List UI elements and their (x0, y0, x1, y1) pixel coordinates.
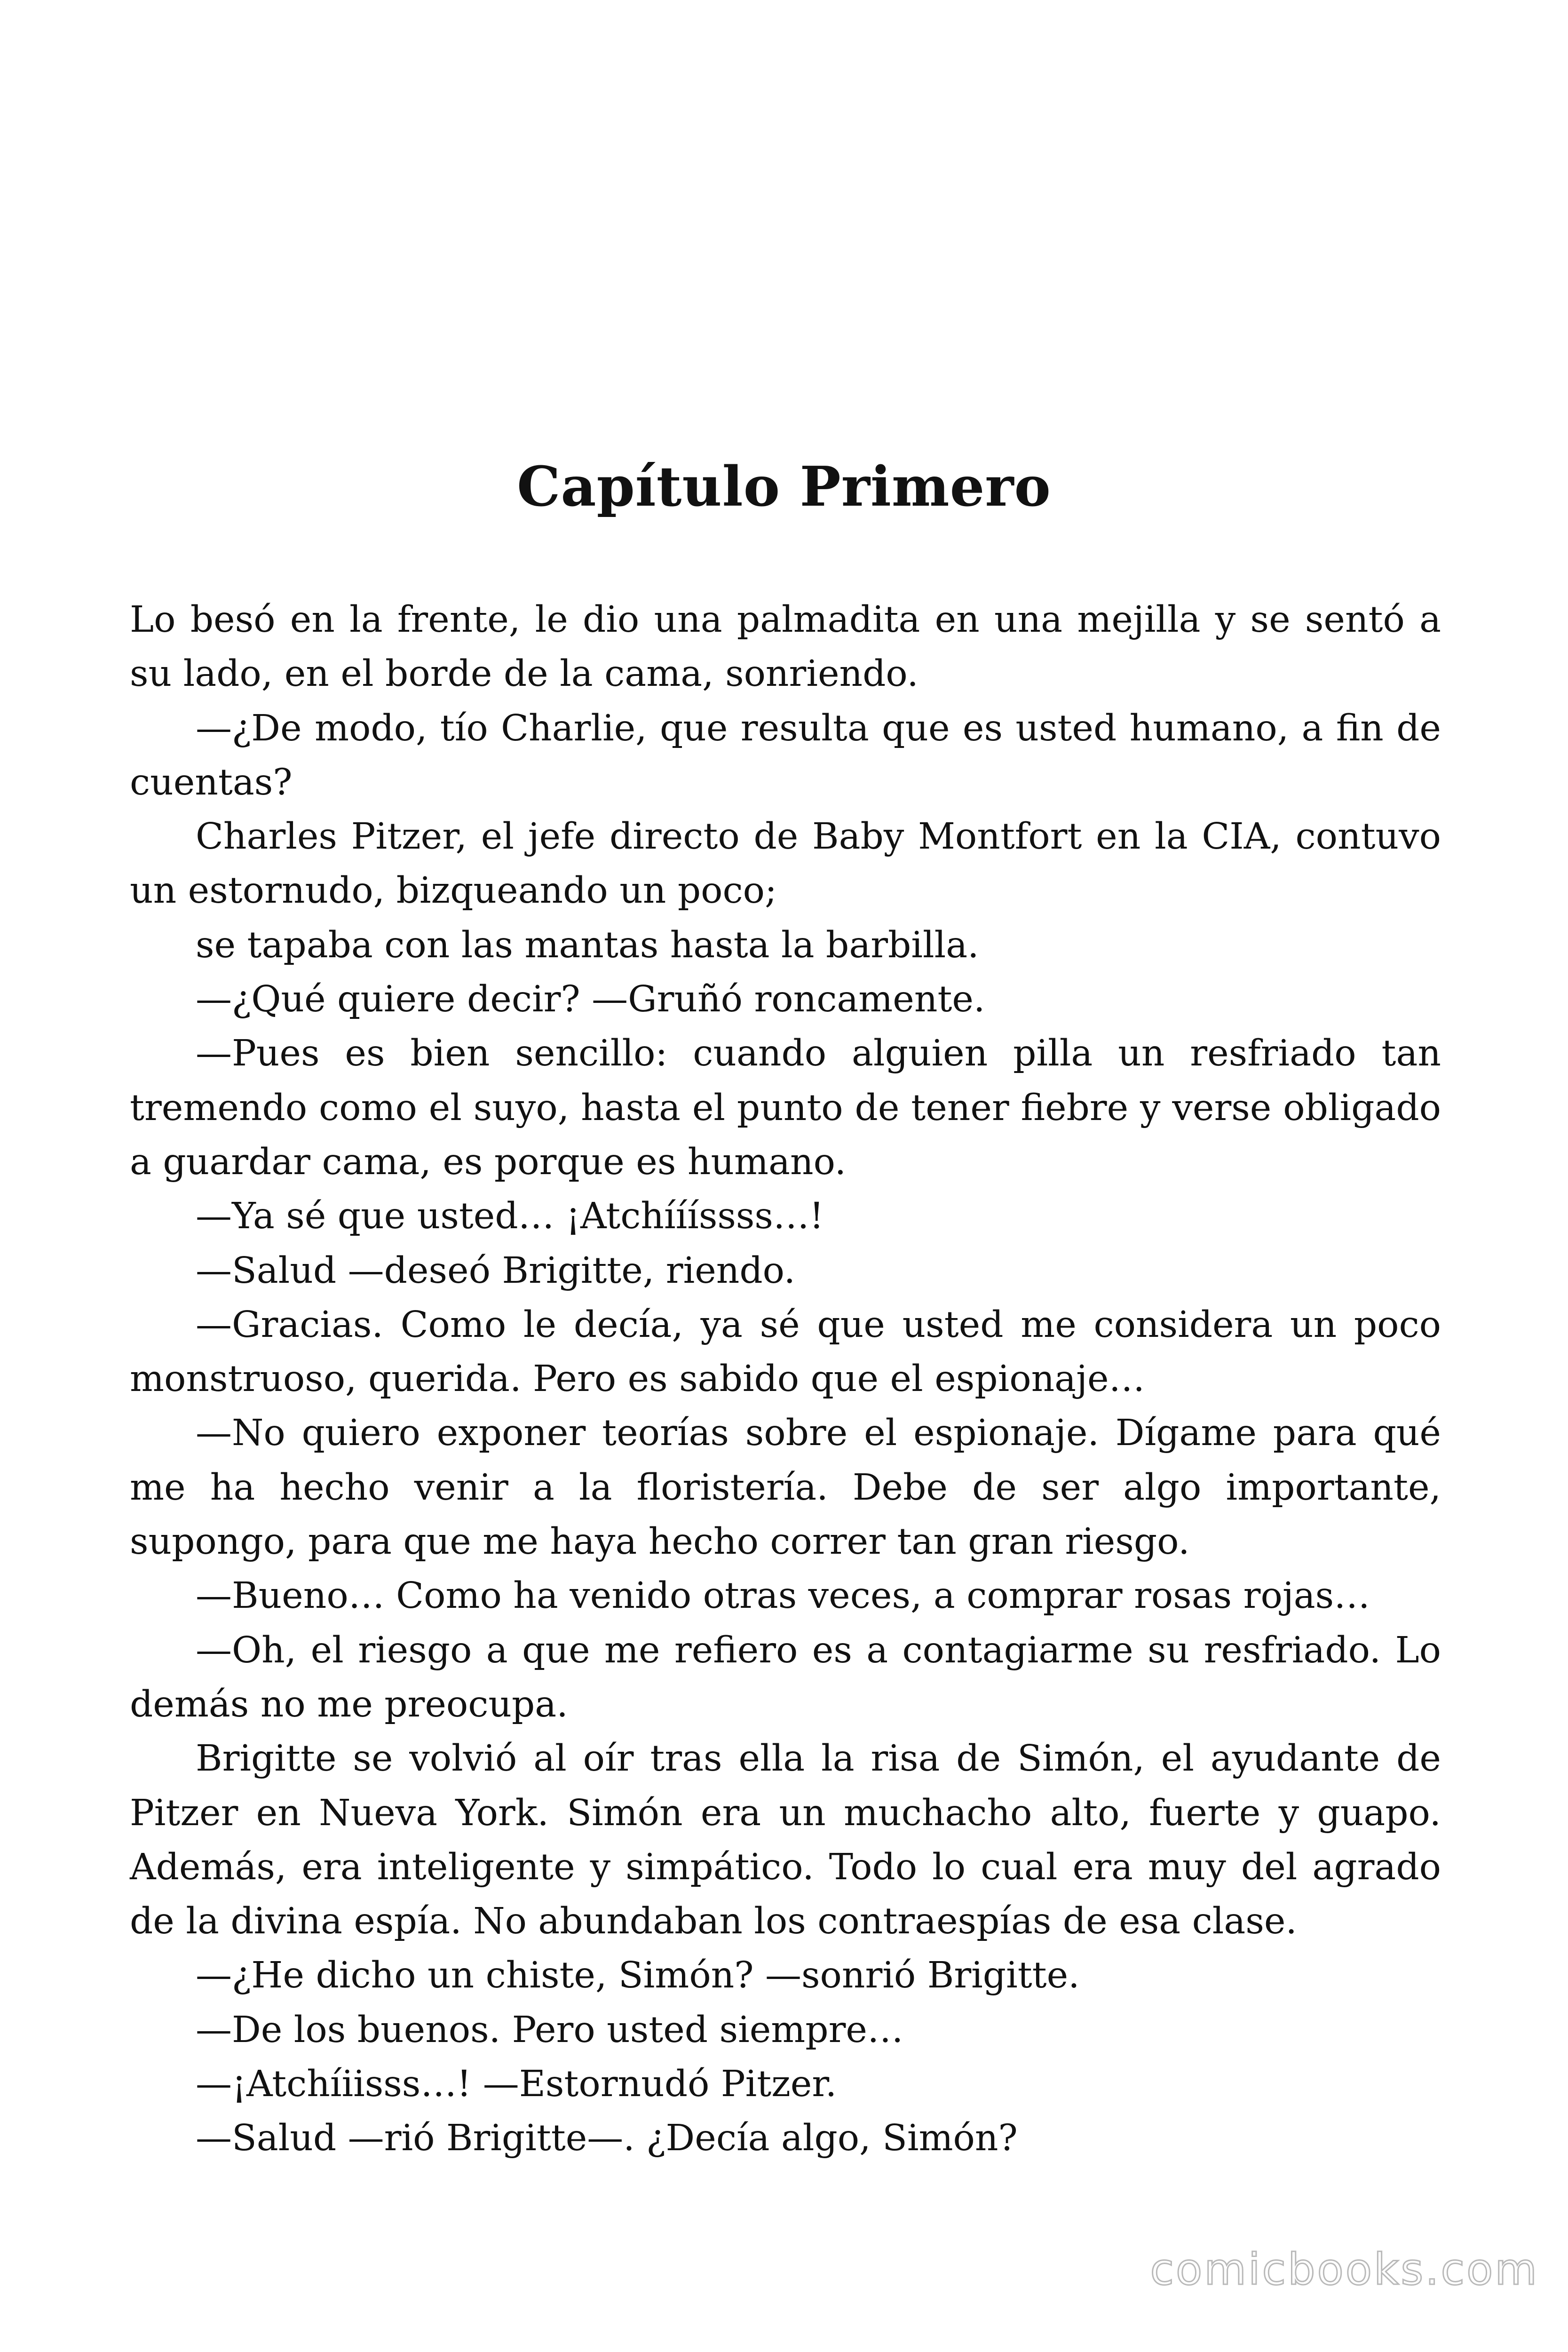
paragraph: Lo besó en la frente, le dio una palmadita en una mejilla y se sentó a su lado, en el borde de la cama, sonriendo. (130, 599, 1441, 695)
paragraph: —Oh, el riesgo a que me refiero es a contagiarme su resfriado. Lo demás no me preocupa. (130, 1629, 1441, 1725)
paragraph: —Salud —rió Brigitte—. ¿Decía algo, Simón? (196, 2117, 1018, 2160)
paragraph: —Pues es bien sencillo: cuando alguien pilla un resfriado tan tremendo como el suyo, hasta el punto de tener fiebre y verse obligado a guardar cama, es porque es humano. (130, 1033, 1441, 1183)
paragraph: —¿Qué quiere decir? —Gruñó roncamente. (196, 978, 985, 1021)
paragraph: —¿He dicho un chiste, Simón? —sonrió Brigitte. (196, 1955, 1080, 1997)
paragraph: —¿De modo, tío Charlie, que resulta que es usted humano, a fin de cuentas? (130, 707, 1441, 803)
paragraph: —¡Atchíiisss…! —Estornudó Pitzer. (196, 2063, 837, 2106)
paragraph: se tapaba con las mantas hasta la barbilla. (196, 924, 979, 966)
watermark: comicbooks.com (1150, 2244, 1539, 2295)
paragraph: —Salud —deseó Brigitte, riendo. (196, 1249, 796, 1292)
chapter-title: Capítulo Primero (517, 455, 1051, 519)
paragraph: —No quiero exponer teorías sobre el espionaje. Dígame para qué me ha hecho venir a la floristería. Debe de ser algo importante, supongo, para que me haya hecho correr tan gran riesgo. (130, 1412, 1441, 1563)
paragraph: —Gracias. Como le decía, ya sé que usted me considera un poco monstruoso, querida. Pero es sabido que el espionaje… (130, 1303, 1441, 1400)
paragraph: —Ya sé que usted… ¡Atchíííssss…! (196, 1195, 824, 1238)
paragraph: —De los buenos. Pero usted siempre… (196, 2009, 903, 2051)
paragraph: Brigitte se volvió al oír tras ella la risa de Simón, el ayudante de Pitzer en Nueva York. Simón era un muchacho alto, fuerte y guapo. Además, era inteligente y simpático. Todo lo cual era muy del agrado de la divina espía. No abundaban los contraespías de esa clase. (130, 1738, 1441, 1943)
paragraph: —Bueno… Como ha venido otras veces, a comprar rosas rojas… (196, 1575, 1370, 1617)
paragraph: Charles Pitzer, el jefe directo de Baby Montfort en la CIA, contuvo un estornudo, bizqueando un poco; (130, 816, 1441, 912)
chapter-body (130, 593, 1441, 2166)
